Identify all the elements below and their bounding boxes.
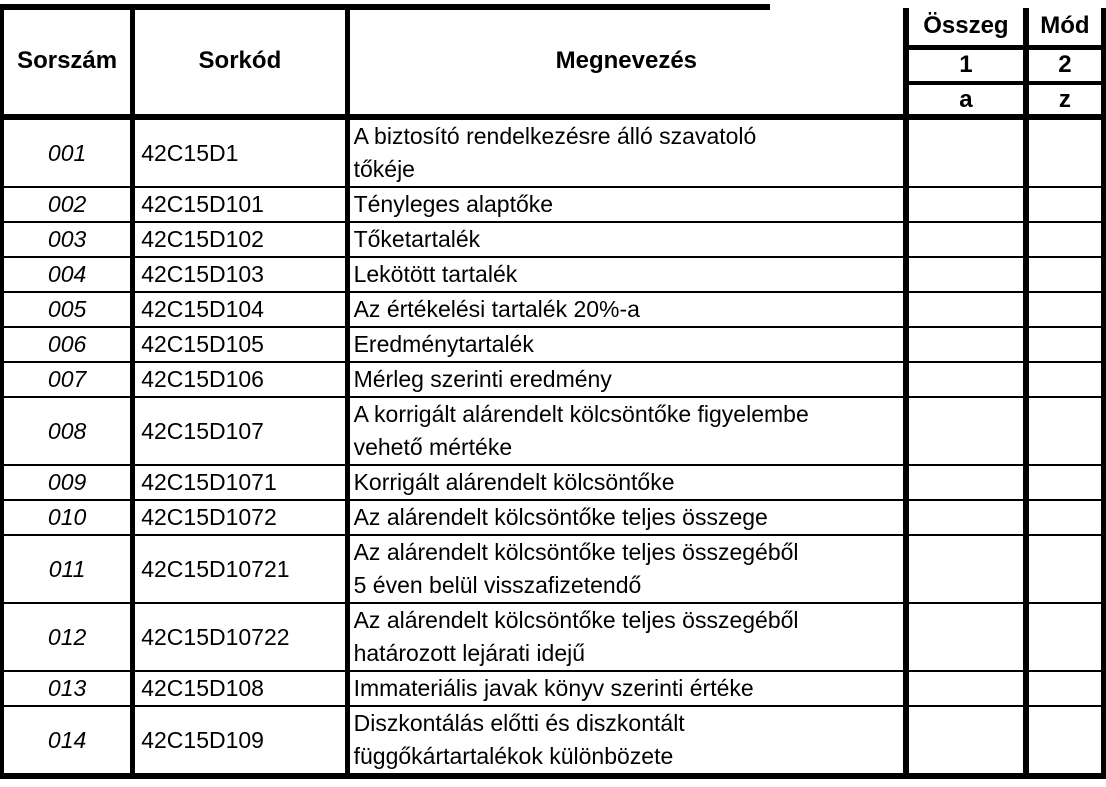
row-osszeg-cell[interactable] [906,187,1026,222]
row-mod-cell[interactable] [1026,117,1104,187]
row-sorkod: 42C15D102 [133,222,347,257]
megnevezes-line: függőkártartalékok különbözete [353,743,674,769]
row-sorszam: 013 [2,671,133,706]
row-osszeg-cell[interactable] [906,397,1026,465]
row-mod-cell[interactable] [1026,292,1104,327]
megnevezes-line: vehető mértéke [353,434,513,460]
megnevezes-line: Diszkontálás előtti és diszkontált [353,710,685,736]
megnevezes-line: Eredménytartalék [353,331,534,357]
row-sorszam: 010 [2,500,133,535]
row-mod-cell[interactable] [1026,187,1104,222]
row-sorkod: 42C15D1072 [133,500,347,535]
header-sorkod: Sorkód [133,8,347,117]
row-megnevezes [347,706,906,776]
table-row [2,292,1104,327]
table-row [2,465,1104,500]
row-osszeg-cell[interactable] [906,671,1026,706]
row-megnevezes [347,671,906,706]
header-mod-letter: z [1026,83,1104,117]
table-row [2,603,1104,671]
table-row [2,117,1104,187]
row-sorszam: 007 [2,362,133,397]
row-sorkod: 42C15D106 [133,362,347,397]
megnevezes-line: A korrigált alárendelt kölcsöntőke figyelembe [353,401,809,427]
row-sorszam: 011 [2,535,133,603]
row-osszeg-cell[interactable] [906,222,1026,257]
row-sorkod: 42C15D104 [133,292,347,327]
row-sorszam: 001 [2,117,133,187]
megnevezes-line: Az értékelési tartalék 20%-a [353,296,640,322]
row-osszeg-cell[interactable] [906,706,1026,776]
row-sorkod: 42C15D1 [133,117,347,187]
header-osszeg-num: 1 [906,47,1026,83]
row-mod-cell[interactable] [1026,222,1104,257]
row-osszeg-cell[interactable] [906,117,1026,187]
row-megnevezes [347,292,906,327]
row-sorkod: 42C15D109 [133,706,347,776]
row-sorszam: 004 [2,257,133,292]
row-megnevezes [347,465,906,500]
row-sorszam: 014 [2,706,133,776]
megnevezes-line: Az alárendelt kölcsöntőke teljes összegéből [353,539,799,565]
row-mod-cell[interactable] [1026,397,1104,465]
table-row [2,706,1104,776]
row-sorszam: 009 [2,465,133,500]
row-sorkod: 42C15D10721 [133,535,347,603]
header-osszeg: Összeg [906,8,1026,47]
row-megnevezes [347,117,906,187]
row-osszeg-cell[interactable] [906,500,1026,535]
table-row [2,222,1104,257]
row-mod-cell[interactable] [1026,362,1104,397]
megnevezes-line: Immateriális javak könyv szerinti értéke [353,675,754,701]
row-megnevezes [347,535,906,603]
row-mod-cell[interactable] [1026,535,1104,603]
row-sorszam: 006 [2,327,133,362]
row-sorkod: 42C15D105 [133,327,347,362]
header-sorszam: Sorszám [2,8,133,117]
table-row [2,187,1104,222]
header-mod-num: 2 [1026,47,1104,83]
row-sorszam: 003 [2,222,133,257]
row-megnevezes [347,257,906,292]
megnevezes-line: Lekötött tartalék [353,261,518,287]
row-osszeg-cell[interactable] [906,603,1026,671]
row-megnevezes [347,362,906,397]
row-sorszam: 005 [2,292,133,327]
table-row [2,671,1104,706]
row-sorkod: 42C15D107 [133,397,347,465]
megnevezes-line: 5 éven belül visszafizetendő [353,572,642,598]
megnevezes-line: Tőketartalék [353,226,481,252]
row-mod-cell[interactable] [1026,327,1104,362]
row-megnevezes [347,603,906,671]
row-sorszam: 012 [2,603,133,671]
row-mod-cell[interactable] [1026,465,1104,500]
megnevezes-line: A biztosító rendelkezésre álló szavatoló [353,123,757,149]
header-mod: Mód [1026,8,1104,47]
row-osszeg-cell[interactable] [906,327,1026,362]
table-row [2,327,1104,362]
row-megnevezes [347,187,906,222]
row-sorszam: 008 [2,397,133,465]
row-mod-cell[interactable] [1026,257,1104,292]
row-osszeg-cell[interactable] [906,535,1026,603]
row-mod-cell[interactable] [1026,500,1104,535]
table-row [2,535,1104,603]
header-osszeg-letter: a [906,83,1026,117]
row-megnevezes [347,327,906,362]
header-megnevezes: Megnevezés [347,8,906,117]
table-row [2,397,1104,465]
row-sorkod: 42C15D108 [133,671,347,706]
megnevezes-line: határozott lejárati idejű [353,640,586,666]
row-megnevezes [347,500,906,535]
megnevezes-line: Az alárendelt kölcsöntőke teljes összege [353,504,768,530]
megnevezes-line: tőkéje [353,156,415,182]
row-sorkod: 42C15D101 [133,187,347,222]
data-table [0,8,1106,779]
row-megnevezes [347,397,906,465]
megnevezes-line: Az alárendelt kölcsöntőke teljes összegéből [353,607,799,633]
table-row [2,257,1104,292]
row-sorkod: 42C15D103 [133,257,347,292]
megnevezes-line: Tényleges alaptőke [353,191,554,217]
row-mod-cell[interactable] [1026,671,1104,706]
row-osszeg-cell[interactable] [906,362,1026,397]
row-osszeg-cell[interactable] [906,292,1026,327]
row-sorkod: 42C15D10722 [133,603,347,671]
row-megnevezes [347,222,906,257]
row-osszeg-cell[interactable] [906,465,1026,500]
megnevezes-line: Mérleg szerinti eredmény [353,366,612,392]
table-row [2,362,1104,397]
table-row [2,500,1104,535]
row-osszeg-cell[interactable] [906,257,1026,292]
row-sorkod: 42C15D1071 [133,465,347,500]
megnevezes-line: Korrigált alárendelt kölcsöntőke [353,469,675,495]
row-mod-cell[interactable] [1026,603,1104,671]
row-mod-cell[interactable] [1026,706,1104,776]
row-sorszam: 002 [2,187,133,222]
